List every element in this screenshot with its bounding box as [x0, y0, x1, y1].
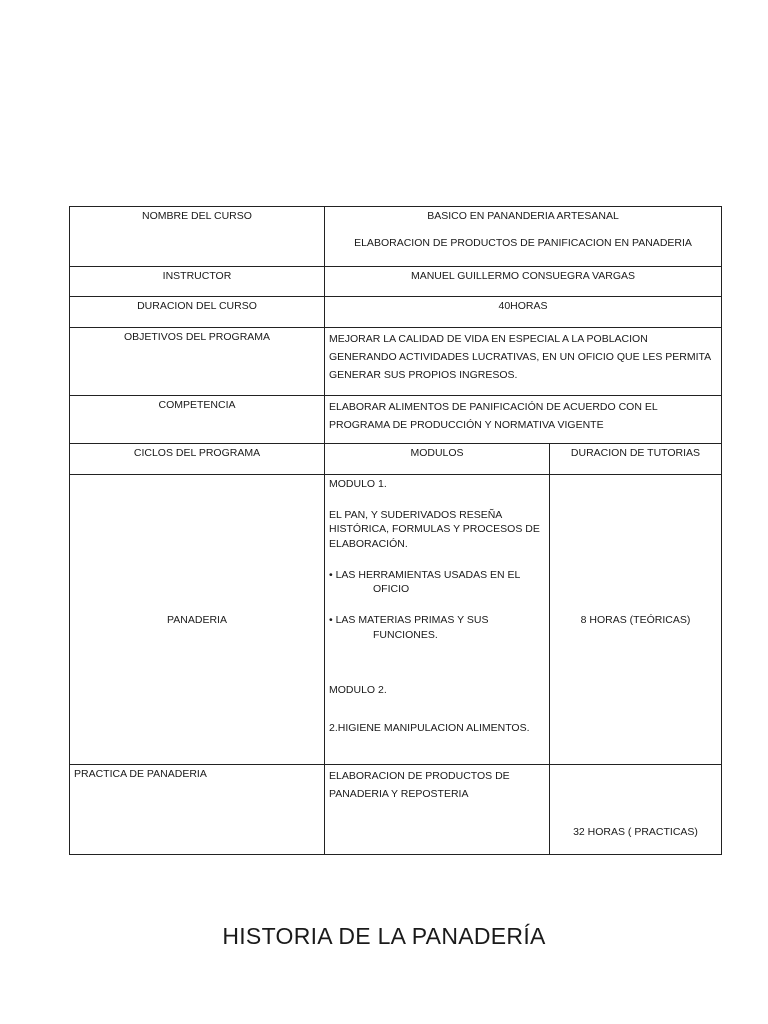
duration-value: 40HORAS — [325, 297, 722, 328]
bullet2-line2: FUNCIONES. — [373, 628, 438, 641]
objectives-label: OBJETIVOS DEL PROGRAMA — [70, 328, 325, 396]
panaderia-duration: 8 HORAS (TEÓRICAS) — [550, 475, 722, 765]
course-name-value — [325, 207, 722, 267]
practica-duration: 32 HORAS ( PRACTICAS) — [550, 765, 722, 855]
competence-label: COMPETENCIA — [70, 396, 325, 444]
course-name-label: NOMBRE DEL CURSO — [70, 207, 325, 267]
row-column-headers — [70, 444, 722, 475]
module2-title: MODULO 2. — [329, 683, 387, 696]
module1-title: MODULO 1. — [329, 478, 387, 490]
col-header-cycles: CICLOS DEL PROGRAMA — [70, 444, 325, 475]
panaderia-modules — [325, 475, 550, 765]
col-header-tutoring: DURACION DE TUTORIAS — [550, 444, 722, 475]
course-name-line2: ELABORACION DE PRODUCTOS DE PANIFICACION EN PANADERIA — [354, 236, 692, 249]
course-name-line1: BASICO EN PANANDERIA ARTESANAL — [427, 210, 619, 222]
row-competence — [70, 396, 722, 444]
course-table — [69, 206, 722, 855]
row-practica — [70, 765, 722, 855]
section-heading: HISTORIA DE LA PANADERÍA — [222, 923, 546, 949]
competence-value: ELABORAR ALIMENTOS DE PANIFICACIÓN DE ACUERDO CON EL PROGRAMA DE PRODUCCIÓN Y NORMATIVA VIGENTE — [325, 396, 722, 444]
instructor-value: MANUEL GUILLERMO CONSUEGRA VARGAS — [325, 267, 722, 297]
bullet1-line2: OFICIO — [373, 583, 410, 596]
row-duration — [70, 297, 722, 328]
module2-text: 2.HIGIENE MANIPULACION ALIMENTOS. — [329, 722, 530, 735]
panaderia-cycle: PANADERIA — [70, 475, 325, 765]
instructor-label: INSTRUCTOR — [70, 267, 325, 297]
duration-label: DURACION DEL CURSO — [70, 297, 325, 328]
objectives-value: MEJORAR LA CALIDAD DE VIDA EN ESPECIAL A LA POBLACION GENERANDO ACTIVIDADES LUCRATIVAS, EN UN OFICIO QUE LES PERMITA GENERAR SUS PROPIOS INGRESOS. — [325, 328, 722, 396]
bullet2-line1: • LAS MATERIAS PRIMAS Y SUS — [329, 614, 489, 627]
row-course-name — [70, 207, 722, 267]
row-instructor — [70, 267, 722, 297]
row-panaderia — [70, 475, 722, 765]
row-objectives — [70, 328, 722, 396]
practica-module: ELABORACION DE PRODUCTOS DE PANADERIA Y REPOSTERIA — [325, 765, 550, 855]
practica-cycle: PRACTICA DE PANADERIA — [70, 765, 325, 855]
bullet1-line1: • LAS HERRAMIENTAS USADAS EN EL — [329, 568, 521, 581]
col-header-modules: MODULOS — [325, 444, 550, 475]
module1-text: EL PAN, Y SUDERIVADOS RESEÑA HISTÓRICA, FORMULAS Y PROCESOS DE ELABORACIÓN. — [329, 508, 540, 551]
